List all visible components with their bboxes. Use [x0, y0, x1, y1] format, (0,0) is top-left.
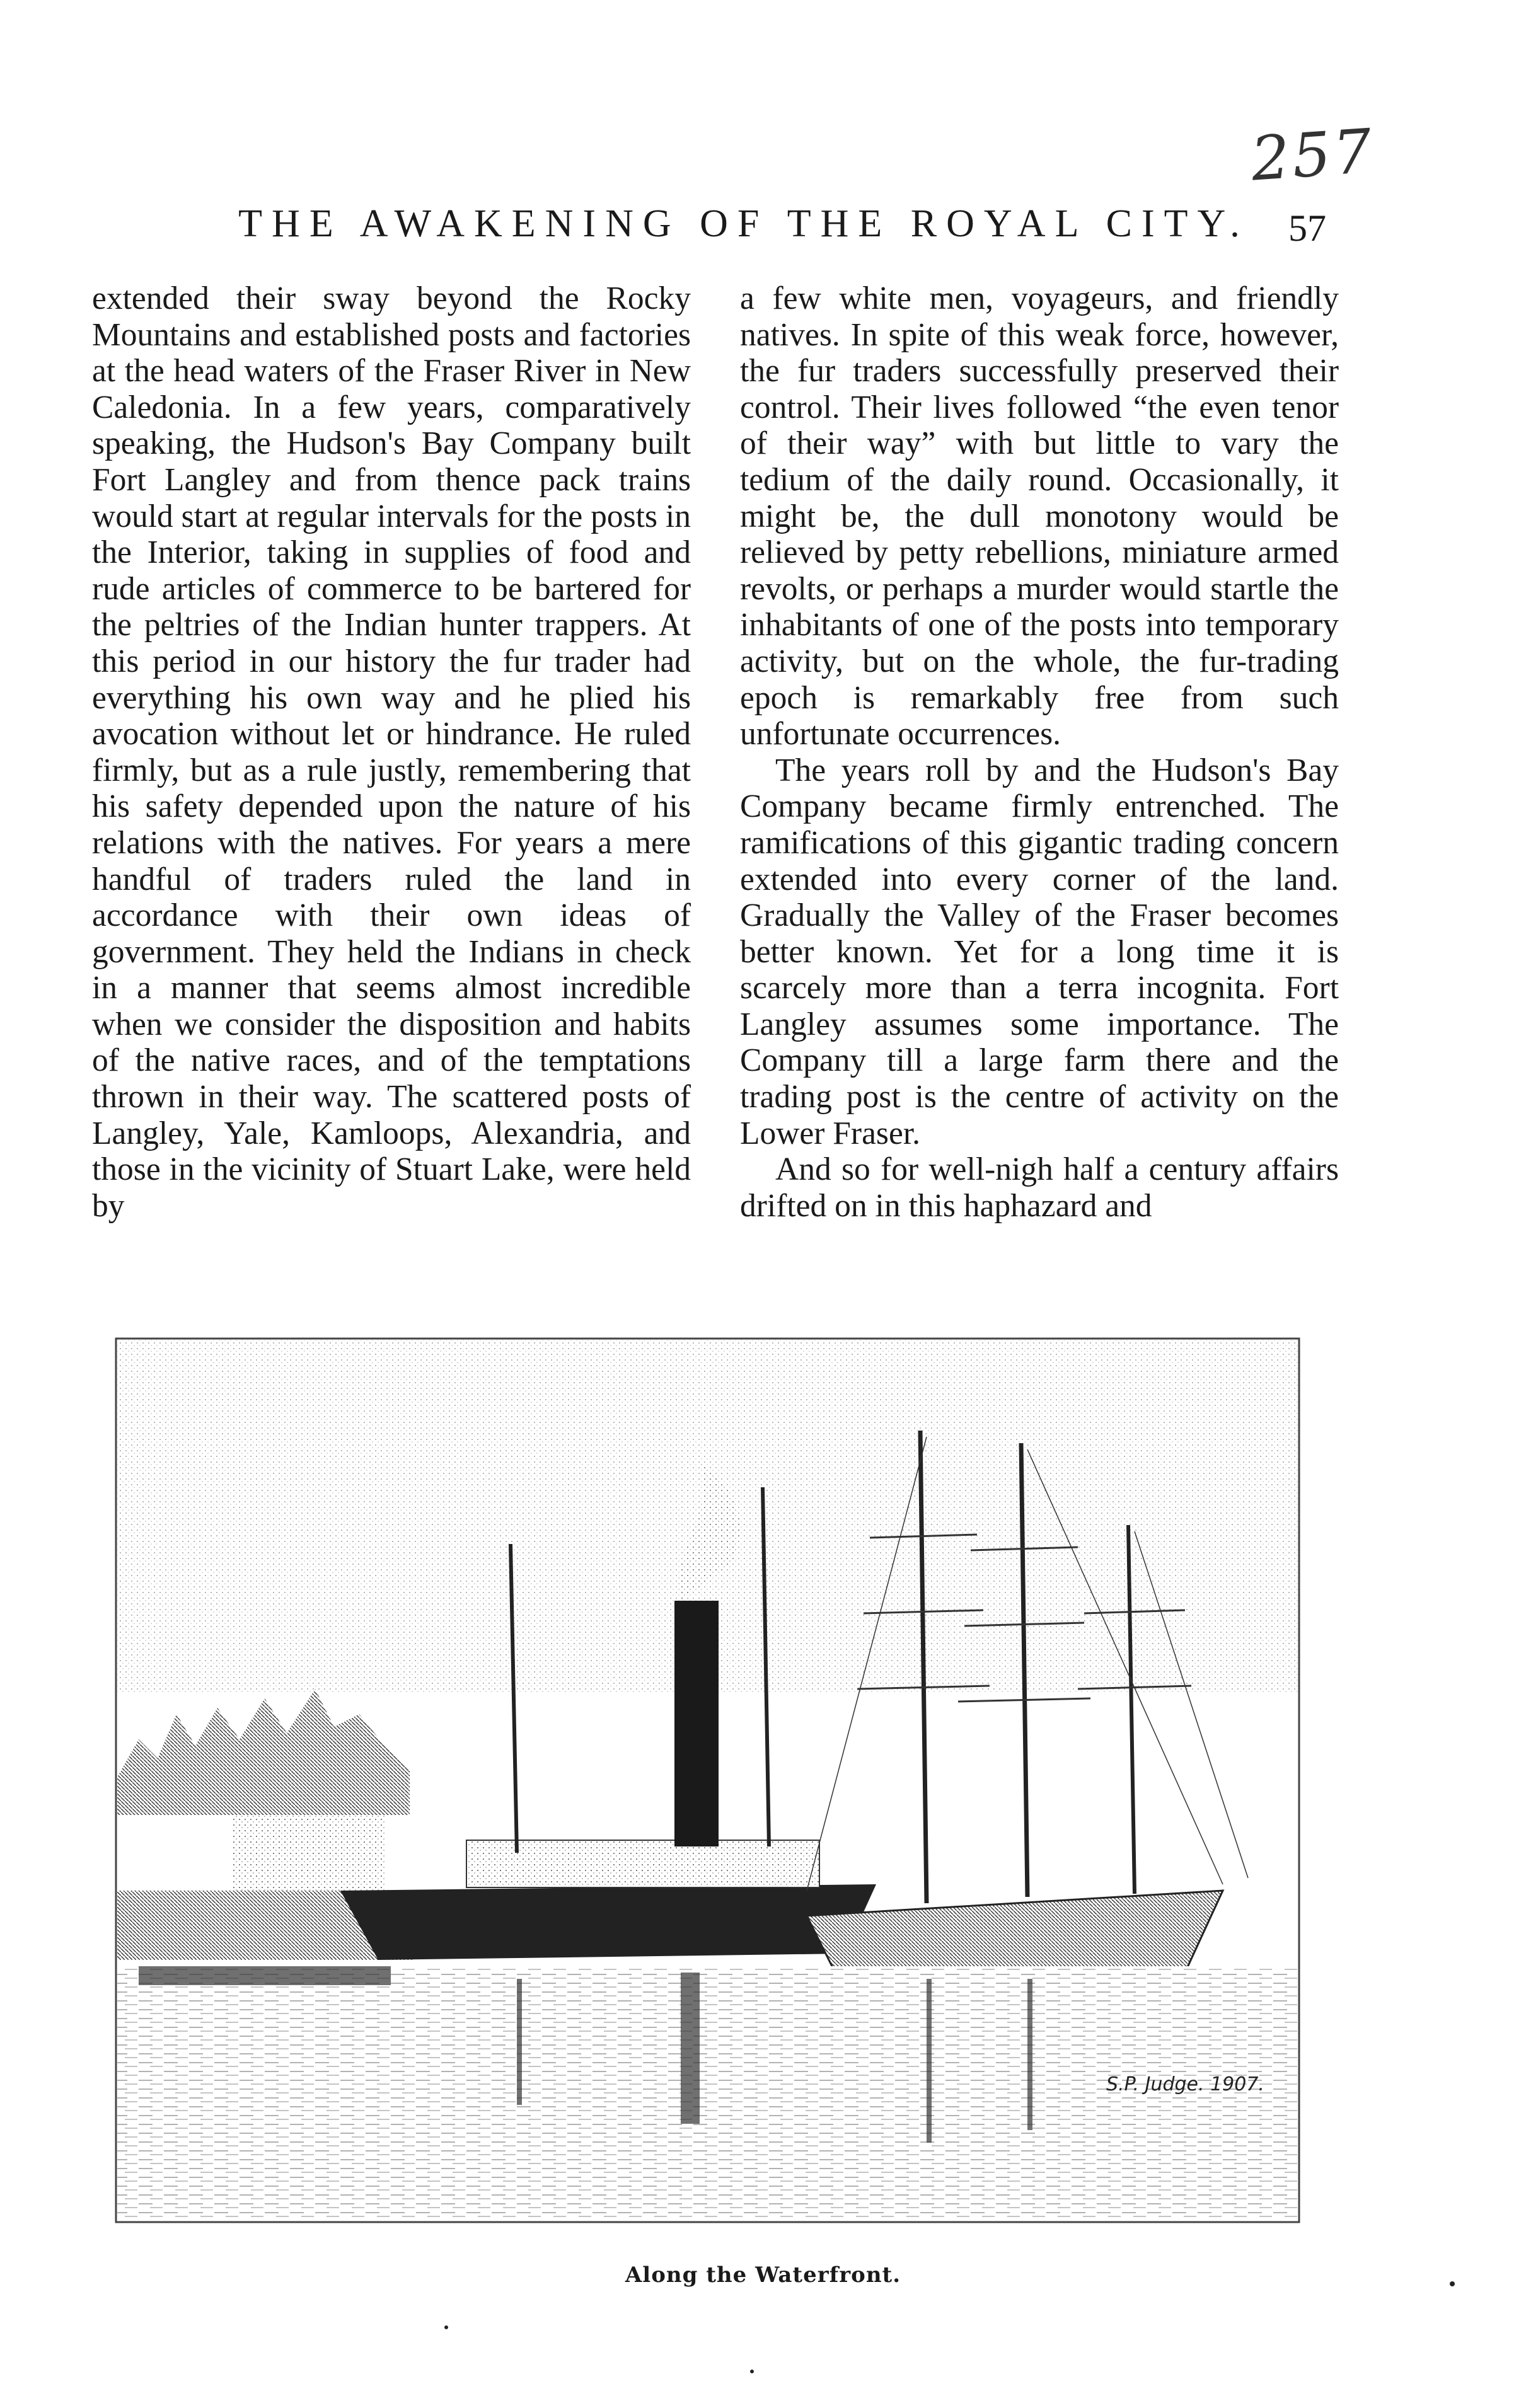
paragraph: a few white men, voyageurs, and friendly natives. In spite of this weak force, however, the fur traders successfully preserved their control. Their lives followed “the even tenor of their way” with but little to vary the tedium of the daily round. Occasionally, it might be, the dull monotony would be relieved by petty rebellions, miniature armed revolts, or perhaps a murder would startle the inhabitants of one of the posts into temporary activity, but on the whole, the fur-trading epoch is remarkably free from such unfortunate occurrences.: [740, 280, 1339, 752]
handwritten-page-annotation: 257: [1249, 115, 1377, 195]
print-speck: [444, 2325, 448, 2329]
print-speck: [1450, 2281, 1455, 2286]
paragraph: The years roll by and the Hudson's Bay Company became firmly entrenched. The ramifications of this gigantic trading concern extended into every corner of the land. Gradually the Valley of the Fraser becomes better known. Yet for a long time it is scarcely more than a terra incognita. Fort Langley assumes some importance. The Company till a large farm there and the trading post is the centre of activity on the Lower Fraser.: [740, 752, 1339, 1151]
artist-signature: S.P. Judge. 1907.: [1106, 2073, 1264, 2095]
warehouse: [233, 1815, 384, 1891]
paragraph: extended their sway beyond the Rocky Mountains and established posts and factories at the head waters of the Fraser River in New Caledonia. In a few years, comparatively speaking, the Hudson's Bay Company built Fort Langley and from thence pack trains would start at regular intervals for the posts in the Interior, taking in supplies of food and rude articles of commerce to be bartered for the peltries of the Indian hunter trappers. At this period in our history the fur trader had everything his own way and he plied his avocation without let or hindrance. He ruled firmly, but as a rule justly, remembering that his safety depended upon the nature of his relations with the natives. For years a mere handful of traders ruled the land in accordance with their own ideas of government. They held the Indians in check in a manner that seems almost incredible when we consider the disposition and habits of the native races, and of the temptations thrown in their way. The scattered posts of Langley, Yale, Kamloops, Alexandria, and those in the vicinity of Stuart Lake, were held by: [92, 280, 691, 1224]
running-head: THE AWAKENING OF THE ROYAL CITY.: [238, 202, 1249, 245]
left-text-column: [92, 280, 691, 1224]
right-text-column: [740, 280, 1339, 1224]
paragraph: And so for well-nigh half a century affairs drifted on in this haphazard and: [740, 1151, 1339, 1224]
steamship-hull: [340, 1884, 876, 1960]
illustration-caption: Along the Waterfront.: [625, 2262, 901, 2288]
page-number: 57: [1288, 207, 1326, 249]
smokestack: [674, 1601, 719, 1846]
steamship-deckhouse: [466, 1840, 819, 1887]
print-speck: [750, 2370, 754, 2373]
